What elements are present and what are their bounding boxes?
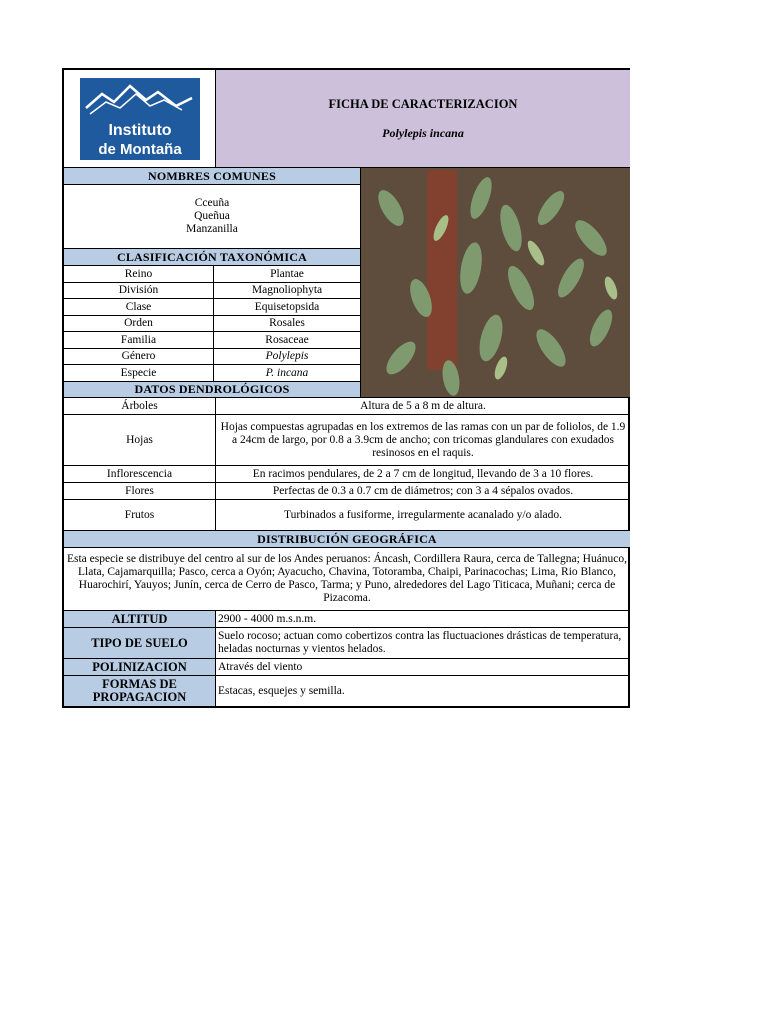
svg-text:de Montaña: de Montaña	[97, 140, 182, 158]
dendro-heading: DATOS DENDROLÓGICOS	[64, 382, 361, 398]
soil-type-label: TIPO DE SUELO	[64, 628, 216, 659]
title-cell	[216, 70, 630, 168]
dendro-value: Perfectas de 0.3 a 0.7 cm de diámetros; con 3 a 4 sépalos ovados.	[216, 483, 630, 500]
taxonomy-heading: CLASIFICACIÓN TAXONÓMICA	[64, 249, 361, 266]
dendro-label: Frutos	[64, 500, 216, 531]
distribution-heading: DISTRIBUCIÓN GEOGRÁFICA	[64, 531, 630, 548]
common-names-heading: NOMBRES COMUNES	[64, 168, 361, 185]
svg-text:Instituto: Instituto	[107, 121, 172, 139]
taxonomy-value: Equisetopsida	[214, 299, 361, 316]
altitude-value: 2900 - 4000 m.s.n.m.	[216, 611, 630, 628]
taxonomy-value: Plantae	[214, 266, 361, 283]
taxonomy-value: Polylepis	[214, 349, 361, 365]
propagation-value: Estacas, esquejes y semilla.	[218, 684, 345, 697]
sheet-title: FICHA DE CARACTERIZACION	[328, 96, 518, 111]
taxonomy-rank: Reino	[64, 266, 214, 283]
taxonomy-rank: Especie	[64, 365, 214, 382]
dendro-label: Hojas	[64, 415, 216, 466]
taxonomy-rank: Género	[64, 349, 214, 365]
dendro-label: Inflorescencia	[64, 466, 216, 483]
propagation-label: FORMAS DE PROPAGACION	[64, 676, 216, 706]
taxonomy-rank: Orden	[64, 316, 214, 332]
altitude-label: ALTITUD	[64, 611, 216, 628]
taxonomy-rank: Clase	[64, 299, 214, 316]
species-sheet	[62, 68, 630, 708]
taxonomy-rank: Familia	[64, 332, 214, 349]
dendro-value: Altura de 5 a 8 m de altura.	[216, 398, 630, 415]
taxonomy-value: Magnoliophyta	[214, 283, 361, 299]
dendro-value: Turbinados a fusiforme, irregularmente acanalado y/o alado.	[216, 500, 630, 531]
dendro-value: En racimos pendulares, de 2 a 7 cm de longitud, llevando de 3 a 10 flores.	[216, 466, 630, 483]
common-name: Cceuña	[194, 197, 230, 209]
plant-photo-image	[361, 168, 630, 398]
distribution-text: Esta especie se distribuye del centro al sur de los Andes peruanos: Áncash, Cordillera Raura, cerca de Tallegna; Huánuco, Llata, Cajamarquilla; Pasco, cerca a Oyón; Ayacucho, Chavina, Totoramba, Chaipi, Parinacochas; Lima, Rio Blanco, Huarochirí, Yauyos; Junín, cerca de Cerro de Pasco, Tarma; y Puno, alrededores del Lago Titicaca, Muñani; cerca de Pizacoma.	[64, 548, 630, 611]
common-name: Queñua	[194, 210, 230, 222]
taxonomy-value: Rosaceae	[214, 332, 361, 349]
common-name: Manzanilla	[186, 223, 238, 235]
taxonomy-value: P. incana	[214, 365, 361, 382]
soil-type-value: Suelo rocoso; actuan como cobertizos contra las fluctuaciones drásticas de temperatura, heladas nocturnas y vientos helados.	[216, 628, 630, 659]
taxonomy-value: Rosales	[214, 316, 361, 332]
pollination-label: POLINIZACION	[64, 659, 216, 676]
plant-photo	[361, 168, 630, 398]
taxonomy-rank: División	[64, 283, 214, 299]
common-names-list	[64, 185, 361, 249]
species-name: Polylepis incana	[382, 125, 464, 140]
logo-cell	[64, 70, 216, 168]
dendro-value: Hojas compuestas agrupadas en los extremos de las ramas con un par de foliolos, de 1.9 a 24cm de largo, por 0.8 a 3.9cm de ancho; con tricomas glandulares con exudados resinosos en el raquis.	[216, 415, 630, 466]
pollination-value: Através del viento	[216, 659, 630, 676]
instituto-de-montana-logo	[80, 78, 200, 160]
dendro-label: Árboles	[64, 398, 216, 415]
dendro-label: Flores	[64, 483, 216, 500]
